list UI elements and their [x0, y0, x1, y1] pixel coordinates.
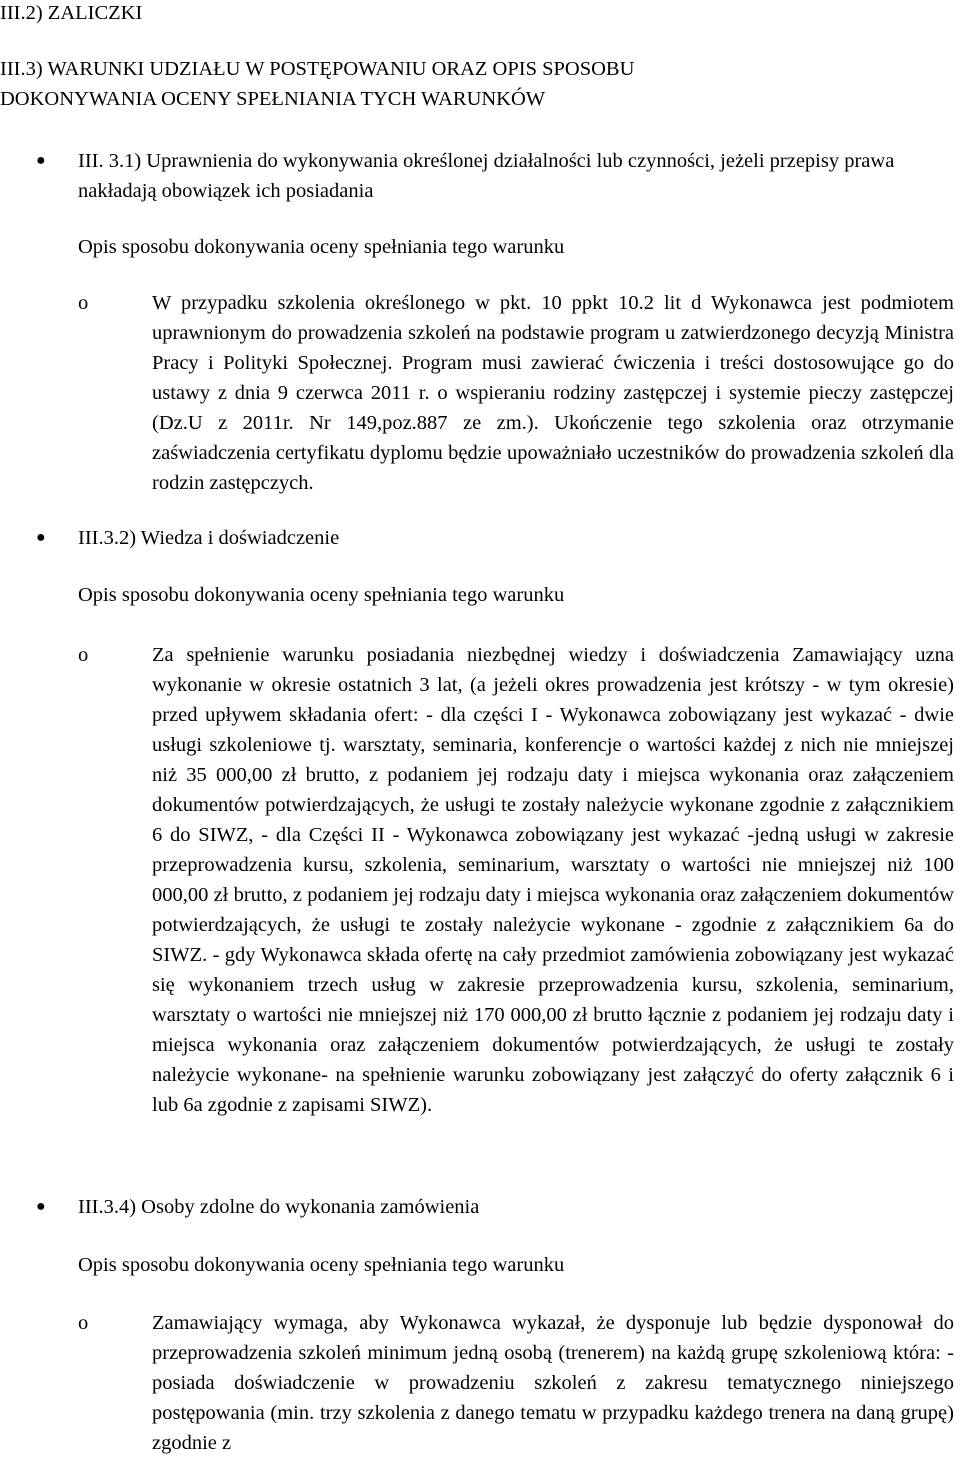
opis-label-2: Opis sposobu dokonywania oceny spełniania tego warunku [78, 584, 565, 606]
bullet-icon: ● [36, 1198, 46, 1215]
list-item-2-text: Za spełnienie warunku posiadania niezbędnej wiedzy i doświadczenia Zamawiający uzna wykonanie w okresie ostatnich 3 lat, (a jeżeli okres prowadzenia jest krótszy - w tym okresie) przed upływem składania ofert: - dla części I - Wykonawca zobowiązany jest wykazać - dwie usługi szkoleniowe tj. warsztaty, seminaria, konferencje o wartości każdej z nich nie mniejszej niż 35 000,00 zł brutto, z podaniem jej rodzaju daty i miejsca wykonania oraz załączeniem dokumentów potwierdzających, że usługi te zostały należycie wykonane zgodnie z załącznikiem 6 do SIWZ, - dla Części II - Wykonawca zobowiązany jest wykazać -jedną usługi w zakresie przeprowadzenia kursu, szkolenia, seminarium, warsztaty o wartości nie mniejszej niż 100 000,00 zł brutto, z podaniem jej rodzaju daty i miejsca wykonania oraz załączeniem dokumentów potwierdzających, że usługi te zostały należycie wykonane - zgodnie z załącznikiem 6a do SIWZ. - gdy Wykonawca składa ofertę na cały przedmiot zamówienia zobowiązany jest wykazać się wykonaniem trzech usług w zakresie przeprowadzenia kursu, szkolenia, seminarium, warsztaty o wartości nie mniejszej niż 170 000,00 zł brutto łącznie z podaniem jej rodzaju daty i miejsca wykonania oraz załączeniem dokumentów potwierdzających, że usługi te zostały należycie wykonane- na spełnienie warunku zobowiązany jest załączyć do oferty załącznik 6 i lub 6a zgodnie z zapisami SIWZ). [152, 644, 954, 1116]
opis-label-3: Opis sposobu dokonywania oceny spełniania tego warunku [78, 1254, 565, 1276]
bullet-icon: ● [36, 152, 46, 169]
list-item-1-text: W przypadku szkolenia określonego w pkt. 10 ppkt 10.2 lit d Wykonawca jest podmiotem uprawnionym do prowadzenia szkoleń na podstawie program u zatwierdzonego decyzją Ministra Pracy i Polityki Społecznej. Program musi zawierać ćwiczenia i treści dostosowujące go do ustawy z dnia 9 czerwca 2011 r. o wspieraniu rodziny zastępczej i systemie pieczy zastępczej (Dz.U z 2011r. Nr 149,poz.887 ze zm.). Ukończenie tego szkolenia oraz otrzymanie zaświadczenia certyfikatu dyplomu będzie upoważniało uczestników do prowadzenia szkoleń dla rodzin zastępczych. [152, 292, 954, 494]
circle-marker-icon: o [78, 292, 89, 314]
heading-iii2: III.2) ZALICZKI [0, 2, 143, 24]
heading-iii3-line1: III.3) WARUNKI UDZIAŁU W POSTĘPOWANIU ORAZ OPIS SPOSOBU [0, 58, 635, 80]
opis-label-1: Opis sposobu dokonywania oceny spełniania tego warunku [78, 236, 565, 258]
circle-marker-icon: o [78, 644, 89, 666]
bullet-iii31-text: III. 3.1) Uprawnienia do wykonywania określonej działalności lub czynności, jeżeli przepisy prawa nakładają obowiązek ich posiadania [78, 150, 895, 202]
bullet-iii34-text: III.3.4) Osoby zdolne do wykonania zamówienia [78, 1196, 480, 1218]
circle-marker-icon: o [78, 1312, 89, 1334]
heading-iii3-line2: DOKONYWANIA OCENY SPEŁNIANIA TYCH WARUNKÓW [0, 88, 546, 110]
bullet-icon: ● [36, 529, 46, 546]
list-item-3-text: Zamawiający wymaga, aby Wykonawca wykazał, że dysponuje lub będzie dysponował do przeprowadzenia szkoleń minimum jedną osobą (trenerem) na każdą grupę szkoleniową która: - posiada doświadczenie w prowadzeniu szkoleń z zakresu tematycznego niniejszego postępowania (min. trzy szkolenia z danego tematu w przypadku każdego trenera na daną grupę) zgodnie z [152, 1312, 954, 1454]
bullet-iii32-text: III.3.2) Wiedza i doświadczenie [78, 527, 340, 549]
